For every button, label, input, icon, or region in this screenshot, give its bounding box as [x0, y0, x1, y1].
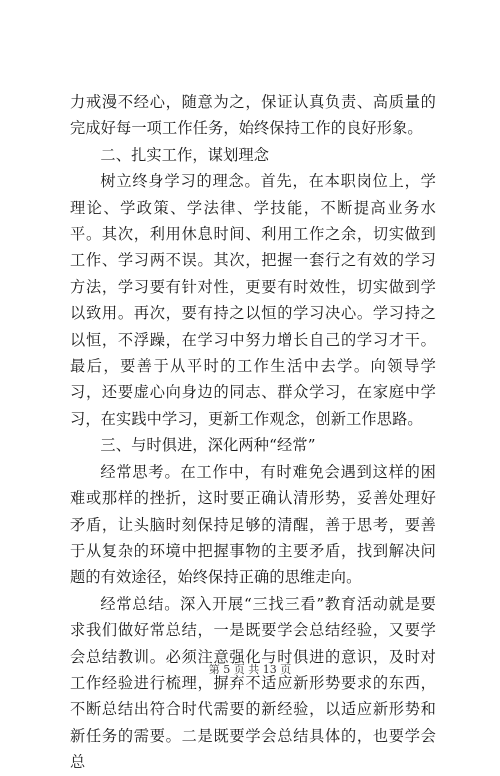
paragraph-frequent-thinking: 经常思考。在工作中，有时难免会遇到这样的困难或那样的挫折，这时要正确认清形势，妥善处理好矛盾，让头脑时刻保持足够的清醒，善于思考，要善于从复杂的环境中把握事物的主要矛盾，找到解决问题的有效途径，始终保持正确的思维走向。	[70, 462, 436, 587]
paragraph-lifelong-learning: 树立终身学习的理念。首先，在本职岗位上，学理论、学政策、学法律、学技能，不断提高业务水平。其次，利用休息时间、利用工作之余，切实做到工作、学习两不误。其次，把握一套行之有效的学习方法，学习要有针对性，更要有时效性，切实做到学以致用。再次，要有持之以恒的学习决心。学习持之以恒，不浮躁，在学习中努力增长自己的学习才干。最后，要善于从平时的工作生活中去学。向领导学习，还要虚心向身边的同志、群众学习，在家庭中学习，在实践中学习，更新工作观念，创新工作思路。	[70, 172, 436, 428]
paragraph-frequent-summary: 经常总结。深入开展“三找三看”教育活动就是要求我们做好常总结，一是既要学会总结经验，又要学会总结教训。必须注意强化与时俱进的意识，及时对工作经验进行梳理，摒弃不适应新形势要求的东西，不断总结出符合时代需要的新经验，以适应新形势和新任务的需要。二是既要学会总结具体的，也要学会总	[70, 594, 436, 772]
paragraph-continuation: 力戒漫不经心，随意为之，保证认真负责、高质量的完成好每一项工作任务，始终保持工作的良好形象。	[70, 93, 436, 138]
section-heading-2: 二、扎实工作，谋划理念	[100, 145, 270, 164]
section-heading-3: 三、与时俱进，深化两种“经常”	[100, 436, 316, 455]
page-footer: 第 5 页 共 13 页	[208, 663, 292, 676]
